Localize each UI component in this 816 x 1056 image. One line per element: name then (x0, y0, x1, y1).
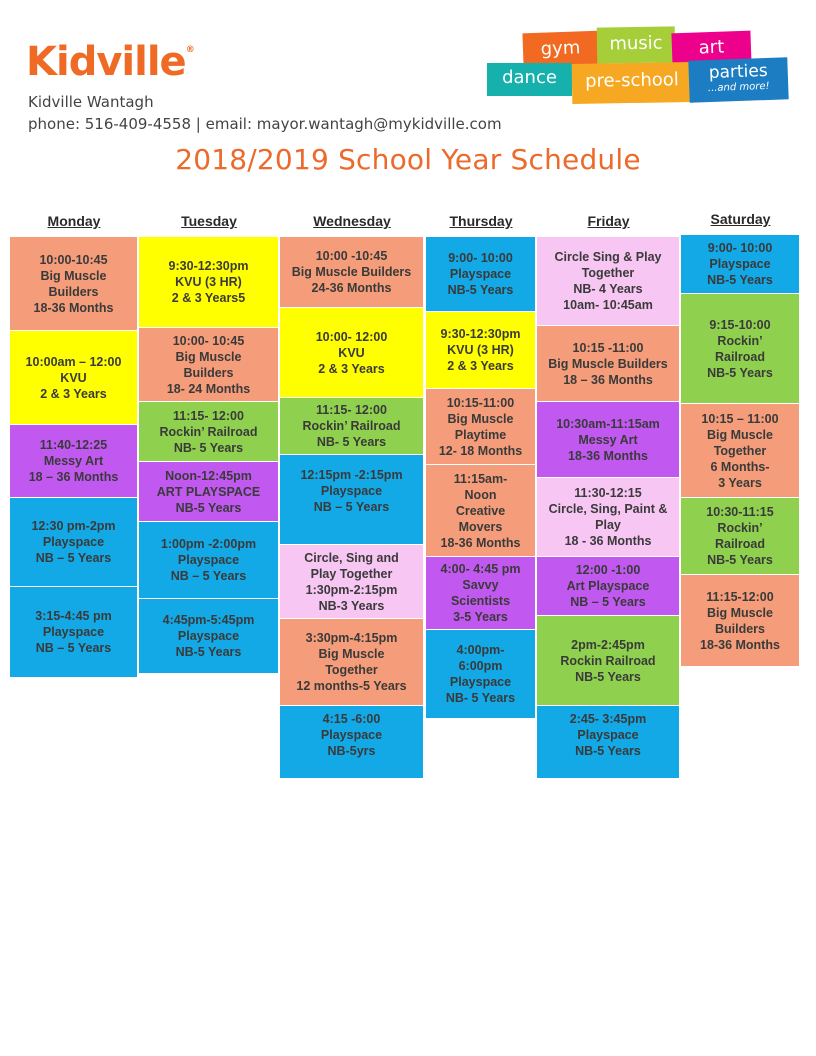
class-block: Circle Sing & Play Together NB- 4 Years 10am- 10:45am (537, 237, 680, 326)
class-block: 4:00pm- 6:00pm Playspace NB- 5 Years (426, 630, 536, 719)
class-block: 9:00- 10:00 Playspace NB-5 Years (681, 235, 800, 294)
class-block: 10:00 -10:45 Big Muscle Builders 24-36 Months (280, 237, 424, 308)
class-block: 2:45- 3:45pm Playspace NB-5 Years (537, 706, 680, 779)
class-block: 11:15- 12:00 Rockin’ Railroad NB- 5 Years (280, 398, 424, 455)
class-block: 9:00- 10:00 Playspace NB-5 Years (426, 237, 536, 312)
class-block: 2pm-2:45pm Rockin Railroad NB-5 Years (537, 616, 680, 706)
day-header-wednesday: Wednesday (313, 213, 391, 229)
tag-dance: dance (487, 63, 572, 96)
class-block: 10:15 -11:00 Big Muscle Builders 18 – 36 Months (537, 326, 680, 402)
class-block: 11:40-12:25 Messy Art 18 – 36 Months (10, 425, 138, 498)
class-block: 4:15 -6:00 Playspace NB-5yrs (280, 706, 424, 779)
class-block: 11:15-12:00 Big Muscle Builders 18-36 Months (681, 575, 800, 667)
class-block: 12:30 pm-2pm Playspace NB – 5 Years (10, 498, 138, 587)
day-header-friday: Friday (587, 213, 630, 229)
class-block: 11:30-12:15 Circle, Sing, Paint & Play 18 - 36 Months (537, 478, 680, 557)
class-block: 9:15-10:00 Rockin’ Railroad NB-5 Years (681, 294, 800, 404)
class-block: 9:30-12:30pm KVU (3 HR) 2 & 3 Years5 (139, 237, 279, 328)
class-block: Circle, Sing and Play Together 1:30pm-2:15pm NB-3 Years (280, 545, 424, 619)
location-name: Kidville Wantagh (28, 93, 154, 111)
class-block: 4:45pm-5:45pm Playspace NB-5 Years (139, 599, 279, 674)
page-title: 2018/2019 School Year Schedule (175, 143, 641, 176)
class-block: 11:15am- Noon Creative Movers 18-36 Months (426, 465, 536, 557)
class-block: 10:30am-11:15am Messy Art 18-36 Months (537, 402, 680, 478)
tag-parties: parties ...and more! (688, 57, 788, 102)
tag-art: art (671, 31, 751, 68)
tag-preschool: pre-school (572, 62, 693, 104)
class-block: 3:15-4:45 pm Playspace NB – 5 Years (10, 587, 138, 678)
class-block: 12:15pm -2:15pm Playspace NB – 5 Years (280, 455, 424, 545)
class-block: 10:30-11:15 Rockin’ Railroad NB-5 Years (681, 498, 800, 575)
class-block: 10:00am – 12:00 KVU 2 & 3 Years (10, 331, 138, 425)
day-header-monday: Monday (47, 213, 101, 229)
class-block: 11:15- 12:00 Rockin’ Railroad NB- 5 Years (139, 402, 279, 462)
kidville-logo: Kidville® (26, 39, 194, 85)
contact-info: phone: 516-409-4558 | email: mayor.wantagh@mykidville.com (28, 115, 502, 133)
class-block: 12:00 -1:00 Art Playspace NB – 5 Years (537, 557, 680, 616)
class-block: 9:30-12:30pm KVU (3 HR) 2 & 3 Years (426, 312, 536, 389)
class-block: 10:00- 10:45 Big Muscle Builders 18- 24 Months (139, 328, 279, 402)
class-block: 10:15 – 11:00 Big Muscle Together 6 Months- 3 Years (681, 404, 800, 498)
tag-gym: gym (522, 31, 598, 68)
day-header-thursday: Thursday (449, 213, 513, 229)
class-block: Noon-12:45pm ART PLAYSPACE NB-5 Years (139, 462, 279, 522)
class-block: 3:30pm-4:15pm Big Muscle Together 12 months-5 Years (280, 619, 424, 706)
day-header-tuesday: Tuesday (181, 213, 237, 229)
class-block: 10:00- 12:00 KVU 2 & 3 Years (280, 308, 424, 398)
class-block: 1:00pm -2:00pm Playspace NB – 5 Years (139, 522, 279, 599)
class-block: 10:15-11:00 Big Muscle Playtime 12- 18 Months (426, 389, 536, 465)
tag-music: music (597, 26, 676, 63)
class-block: 10:00-10:45 Big Muscle Builders 18-36 Months (10, 237, 138, 331)
class-block: 4:00- 4:45 pm Savvy Scientists 3-5 Years (426, 557, 536, 630)
day-header-saturday: Saturday (710, 211, 771, 227)
